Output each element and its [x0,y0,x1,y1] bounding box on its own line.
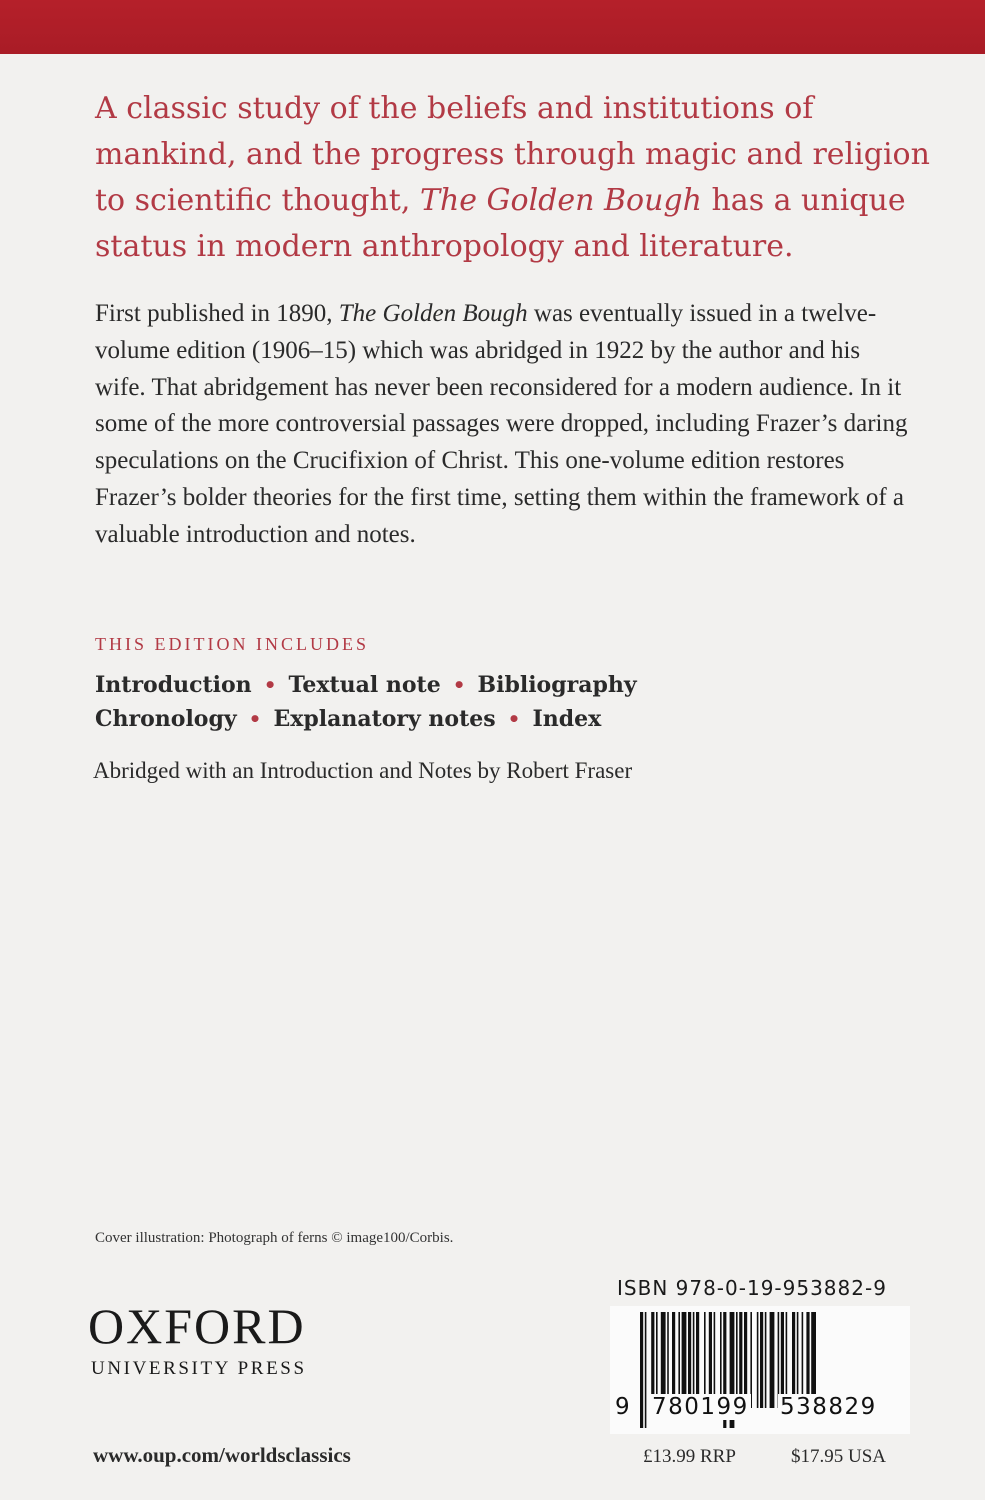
barcode-digits [610,1394,910,1430]
price-usd: $17.95 USA [791,1446,887,1467]
barcode-left-group: 780199 [652,1394,749,1420]
include-item: Index [532,706,602,732]
includes-row-1 [95,672,637,698]
description-text-start: First published in 1890, [95,300,339,327]
description-text-end: was eventually issued in a twelve-volume edition (1906–15) which was abridged in 1922 by the author and his wife. That abridgement has never been reconsidered for a modern audience. In it some of the more controversial passages were dropped, including Frazer’s daring speculations on the Crucifixion of Christ. This one-volume edition restores Frazer’s bolder theories for the first time, setting them within the framework of a valuable introduction and notes. [95,300,908,548]
editor-credit: Abridged with an Introduction and Notes by Robert Fraser [93,758,633,783]
university-press-label: UNIVERSITY PRESS [91,1358,307,1379]
price-gbp: £13.99 RRP [643,1446,736,1467]
includes-heading: THIS EDITION INCLUDES [95,634,369,654]
description-book-title: The Golden Bough [338,300,528,327]
include-item: Introduction [95,672,252,698]
include-item: Bibliography [477,672,637,698]
blurb-paragraph [95,86,935,270]
oxford-logo: OXFORD [88,1298,306,1354]
bullet-separator: • [507,707,521,731]
cover-illustration-credit: Cover illustration: Photograph of ferns © image100/Corbis. [95,1230,454,1246]
barcode [610,1306,910,1434]
website-link: www.oup.com/worldsclassics [93,1443,351,1467]
blurb-text-start: A classic study of the beliefs and institutions of mankind, and the progress through magic and religion to scientific thought, [95,91,930,218]
top-red-band [0,0,985,54]
description-paragraph [95,296,910,554]
bullet-separator: • [452,673,466,697]
include-item: Chronology [95,706,237,732]
isbn-label: ISBN 978-0-19-953882-9 [617,1276,887,1300]
includes-row-2 [95,706,601,732]
include-item: Textual note [288,672,441,698]
barcode-right-group: 538829 [780,1394,877,1420]
blurb-book-title: The Golden Bough [419,183,702,218]
blurb-text-end: has a unique status in modern anthropology and literature. [95,183,906,264]
barcode-first-digit: 9 [615,1394,630,1420]
bullet-separator: • [263,673,277,697]
bullet-separator: • [248,707,262,731]
include-item: Explanatory notes [273,706,496,732]
